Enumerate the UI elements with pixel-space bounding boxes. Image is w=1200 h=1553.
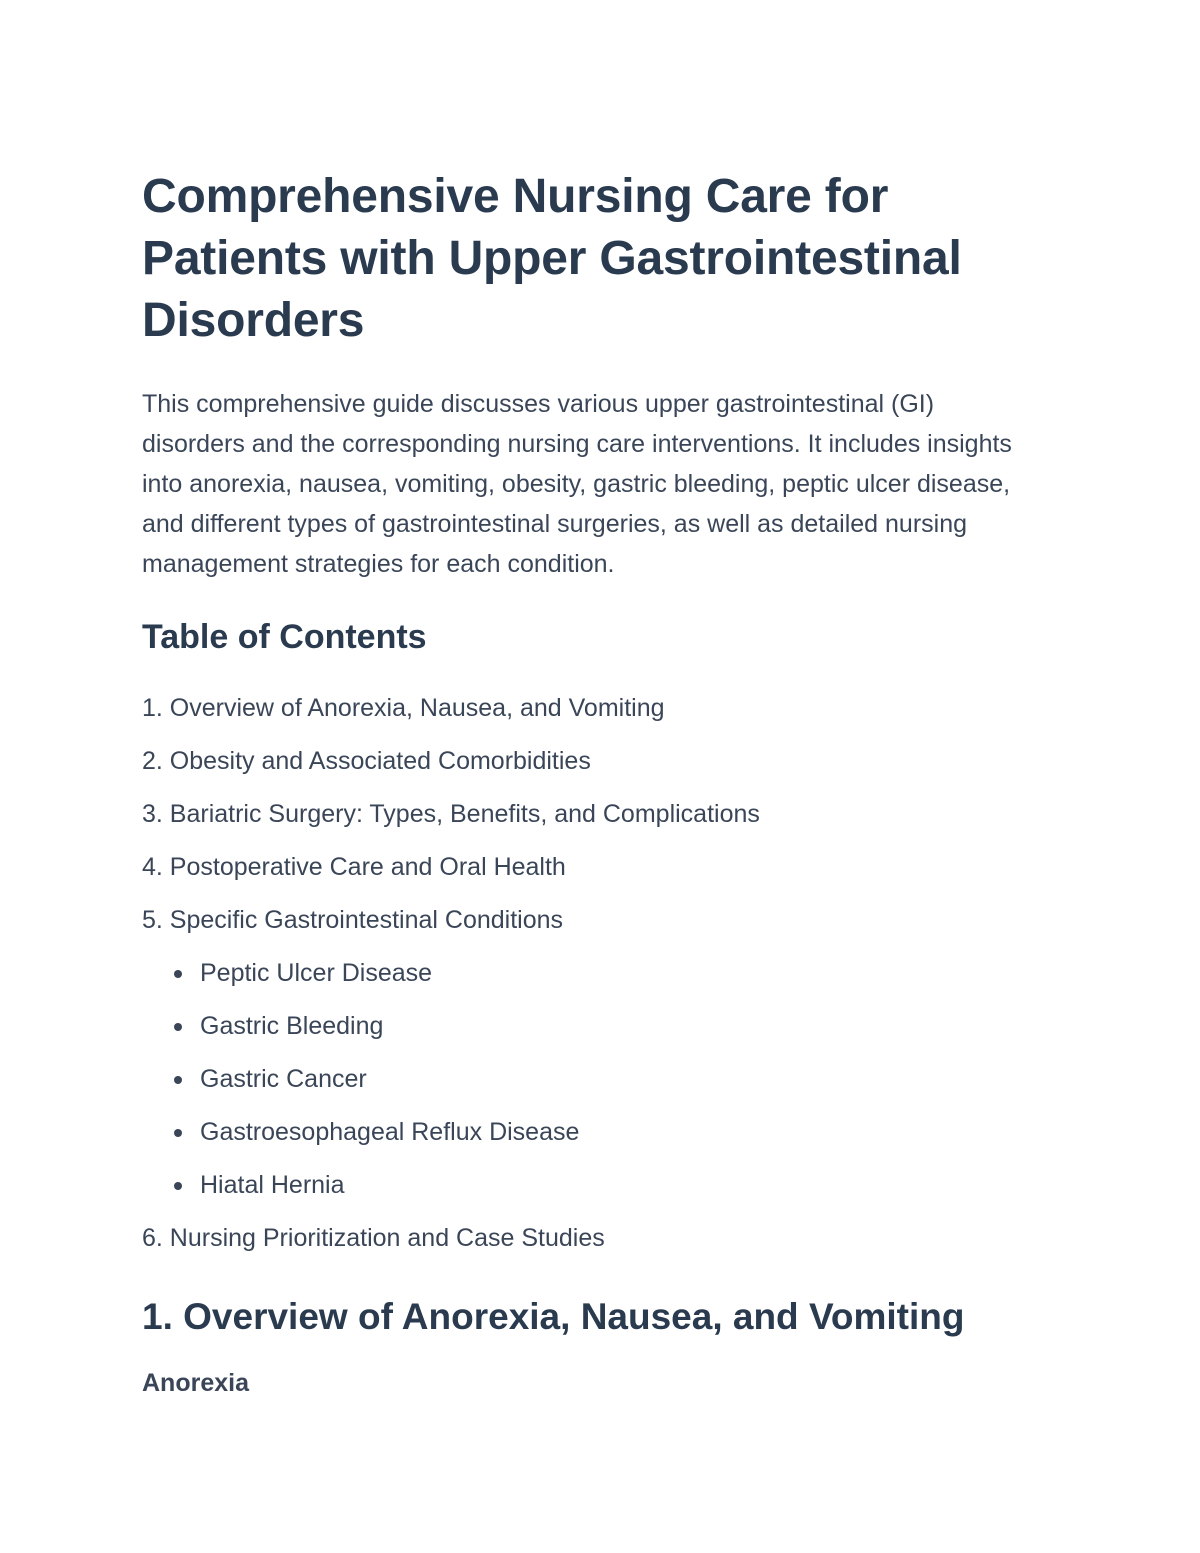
intro-paragraph: This comprehensive guide discusses various upper gastrointestinal (GI) disorders and the corresponding nursing care interventions. It includes insights into anorexia, nausea, vomiting, obesity, gastric bleeding, peptic ulcer disease, and different types of gastrointestinal surgeries, as well as detailed nursing management strategies for each condition.	[142, 390, 1012, 578]
bullet-icon	[174, 1023, 182, 1031]
toc-subitem-gastric-cancer[interactable]	[172, 1053, 1060, 1106]
bullet-icon	[174, 1182, 182, 1190]
toc-subitem-label: Gastroesophageal Reflux Disease	[200, 1118, 580, 1146]
toc-sublist	[142, 947, 1060, 1212]
toc-item-4[interactable]: 4. Postoperative Care and Oral Health	[142, 853, 566, 881]
toc-subitem-hiatal-hernia[interactable]	[172, 1159, 1060, 1212]
toc-subitem-gerd[interactable]	[172, 1106, 1060, 1159]
toc-item-1[interactable]: 1. Overview of Anorexia, Nausea, and Vomiting	[142, 694, 665, 722]
toc-subitem-peptic-ulcer[interactable]	[172, 947, 1060, 1000]
toc-item-5[interactable]: 5. Specific Gastrointestinal Conditions	[142, 906, 564, 934]
document-title: Comprehensive Nursing Care for Patients with Upper Gastrointestinal Disorders	[142, 170, 962, 347]
toc-item-6[interactable]: 6. Nursing Prioritization and Case Studies	[142, 1224, 605, 1252]
toc-item-2[interactable]: 2. Obesity and Associated Comorbidities	[142, 747, 591, 775]
toc-item-3[interactable]: 3. Bariatric Surgery: Types, Benefits, and Complications	[142, 800, 760, 828]
bullet-icon	[174, 970, 182, 978]
bullet-icon	[174, 1129, 182, 1137]
section-heading: 1. Overview of Anorexia, Nausea, and Vomiting	[142, 1296, 965, 1337]
bullet-icon	[174, 1076, 182, 1084]
toc-heading: Table of Contents	[142, 618, 427, 656]
toc-subitem-label: Gastric Bleeding	[200, 1012, 384, 1040]
toc-subitem-gastric-bleeding[interactable]	[172, 1000, 1060, 1053]
toc-item-5-group	[142, 894, 1060, 1212]
section-subheading: Anorexia	[142, 1369, 249, 1397]
toc-subitem-label: Hiatal Hernia	[200, 1171, 345, 1199]
toc-subitem-label: Peptic Ulcer Disease	[200, 959, 433, 987]
toc-subitem-label: Gastric Cancer	[200, 1065, 367, 1093]
toc-list	[142, 682, 1060, 1265]
